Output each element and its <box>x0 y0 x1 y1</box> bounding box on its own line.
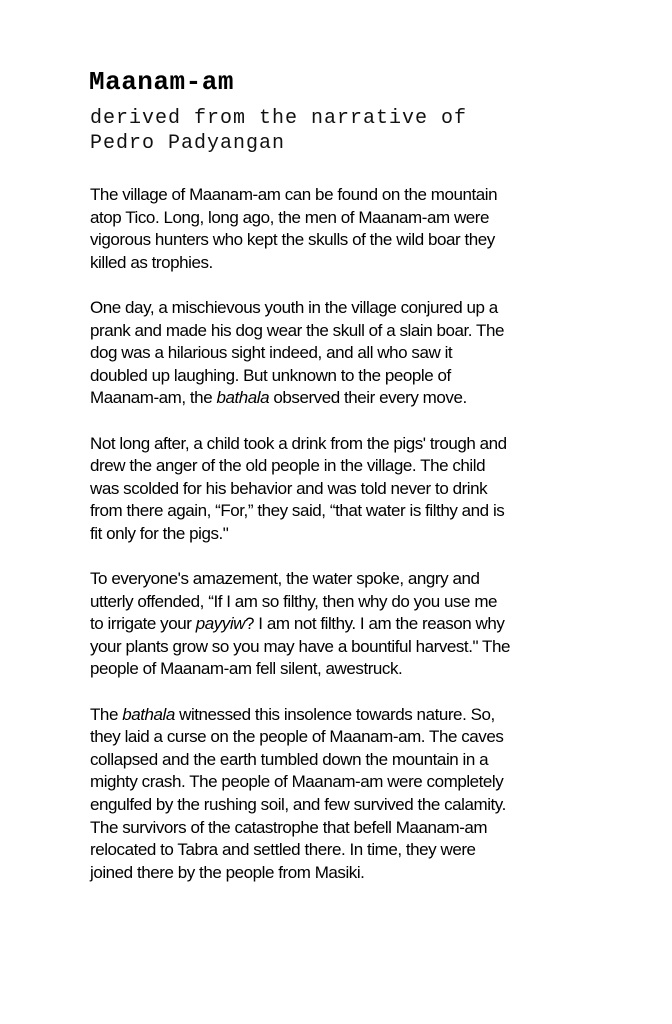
text-line: killed as trophies. <box>90 252 213 272</box>
story-body <box>90 184 615 907</box>
text-line: collapsed and the earth tumbled down the mountain in a <box>90 749 489 769</box>
text-line: your plants grow so you may have a bountiful harvest." The <box>90 636 510 656</box>
paragraph-1 <box>90 184 615 274</box>
text-line: was scolded for his behavior and was told never to drink <box>90 478 488 498</box>
text-line: from there again, “For,” they said, “that water is filthy and is <box>90 501 505 521</box>
story-attribution <box>90 106 467 156</box>
text-line: vigorous hunters who kept the skulls of the wild boar they <box>90 230 495 250</box>
emphasized-term: bathala <box>216 388 270 408</box>
text-run: The <box>90 704 123 724</box>
text-line: doubled up laughing. But unknown to the people of <box>90 365 451 385</box>
text-line: fit only for the pigs." <box>90 523 229 543</box>
story-title: Maanam-am <box>89 67 234 97</box>
text-line: joined there by the people from Masiki. <box>90 862 365 882</box>
text-line: Not long after, a child took a drink from the pigs' trough and <box>90 433 507 453</box>
text-line: utterly offended, “If I am so filthy, then why do you use me <box>90 591 498 611</box>
paragraph-3 <box>90 433 615 546</box>
text-line: engulfed by the rushing soil, and few survived the calamity. <box>90 795 506 815</box>
text-line: people of Maanam-am fell silent, awestruck. <box>90 659 403 679</box>
attribution-line: derived from the narrative of <box>90 107 468 130</box>
text-run: witnessed this insolence towards nature. So, <box>174 704 495 724</box>
emphasized-term: bathala <box>122 704 175 724</box>
text-line <box>90 387 615 410</box>
text-line: atop Tico. Long, long ago, the men of Maanam-am were <box>90 207 490 227</box>
emphasized-term: payyiw <box>195 614 245 634</box>
text-line: dog was a hilarious sight indeed, and all who saw it <box>90 343 453 363</box>
text-line: relocated to Tabra and settled there. In time, they were <box>90 840 476 860</box>
text-run: to irrigate your <box>90 614 196 634</box>
paragraph-2 <box>90 297 615 410</box>
text-line: The village of Maanam-am can be found on the mountain <box>90 185 498 204</box>
text-line: they laid a curse on the people of Maanam-am. The caves <box>90 727 504 747</box>
text-run: Maanam-am, the <box>90 388 217 408</box>
paragraph-4 <box>90 568 615 681</box>
text-line: prank and made his dog wear the skull of a slain boar. The <box>90 320 504 340</box>
text-line: One day, a mischievous youth in the village conjured up a <box>90 297 498 317</box>
text-line <box>90 613 615 636</box>
text-line: mighty crash. The people of Maanam-am were completely <box>90 772 504 792</box>
text-line: To everyone's amazement, the water spoke, angry and <box>90 569 480 589</box>
paragraph-5 <box>90 704 615 885</box>
text-run: ? I am not filthy. I am the reason why <box>245 614 505 634</box>
attribution-narrator: Pedro Padyangan <box>90 132 286 155</box>
text-run: observed their every move. <box>269 388 467 408</box>
text-line: drew the anger of the old people in the village. The child <box>90 456 486 476</box>
text-line <box>90 704 615 727</box>
text-line: The survivors of the catastrophe that befell Maanam-am <box>90 817 488 837</box>
